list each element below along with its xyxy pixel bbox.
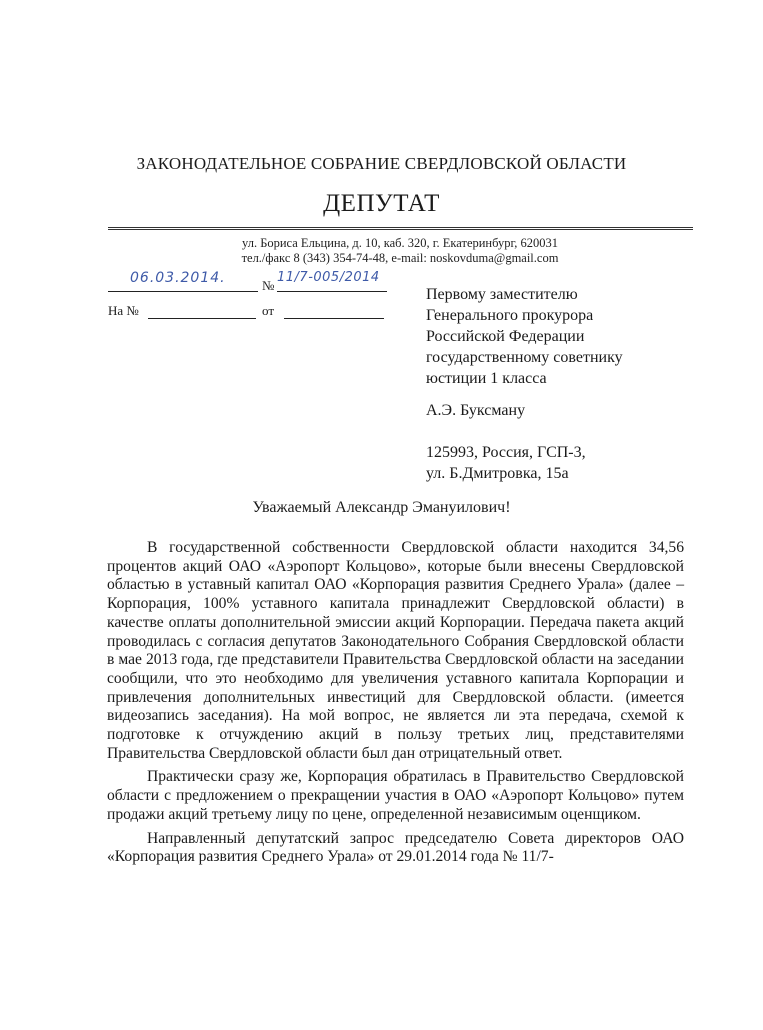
recipient-postal xyxy=(426,442,746,484)
header-rule-top xyxy=(108,227,693,228)
postal-line: 125993, Россия, ГСП-3, xyxy=(426,444,586,461)
body-paragraph: Направленный депутатский запрос председателю Совета директоров ОАО «Корпорация развития Среднего Урала» от 29.01.2014 года № 11/7- xyxy=(107,829,684,866)
contact-block xyxy=(210,236,590,266)
recipient-name: А.Э. Буксману xyxy=(426,402,526,419)
deputy-title: ДЕПУТАТ xyxy=(323,190,440,217)
organization-title: ЗАКОНОДАТЕЛЬНОЕ СОБРАНИЕ СВЕРДЛОВСКОЙ ОБЛАСТИ xyxy=(136,154,627,173)
address-line: ул. Бориса Ельцина, д. 10, каб. 320, г. Екатеринбург, 620031 xyxy=(242,236,558,250)
outgoing-number: 11/7-005/2014 xyxy=(277,270,380,285)
recipient-line: государственному советнику xyxy=(426,349,623,366)
salutation: Уважаемый Александр Эмануилович! xyxy=(252,499,511,516)
reference-date-line xyxy=(284,318,384,319)
header-rule-bottom xyxy=(108,229,693,230)
contact-line: тел./факс 8 (343) 354-74-48, e-mail: noskovduma@gmail.com xyxy=(241,251,559,265)
reference-number-line xyxy=(148,318,256,319)
recipient-line: Первому заместителю xyxy=(426,286,578,303)
letter-body xyxy=(107,539,684,872)
recipient-block xyxy=(426,284,746,484)
outgoing-date-line xyxy=(108,291,258,292)
recipient-line: Генерального прокурора xyxy=(426,307,594,324)
outgoing-number-label: № xyxy=(262,278,275,293)
recipient-line: юстиции 1 класса xyxy=(426,370,547,387)
body-paragraph: В государственной собственности Свердловской области находится 34,56 процентов акций ОАО «Аэропорт Кольцово», которые были внесены Свердловской областью в уставный капитал ОАО «Корпорация развития Среднего Урала» (далее – Корпорация, 100% уставного капитала принадлежит Свердловской области) в качестве оплаты дополнительной эмиссии акций Корпорации. Передача пакета акций проводилась с согласия депутатов Законодательного Собрания Свердловской области в мае 2013 года, где представители Правительства Свердловской области на заседании сообщили, что это необходимо для увеличения уставного капитала Корпорации и привлечения дополнительных инвестиций для Свердловской области. (имеется видеозапись заседания). На мой вопрос, не является ли эта передача, схемой к подготовке к отчуждению акций в пользу третьих лиц, представителями Правительства Свердловской области был дан отрицательный ответ. xyxy=(107,539,684,762)
postal-line: ул. Б.Дмитровка, 15а xyxy=(426,465,569,482)
outgoing-date: 06.03.2014. xyxy=(130,270,226,286)
reference-from-label: от xyxy=(262,303,275,318)
outgoing-number-line xyxy=(277,291,387,292)
body-paragraph: Практически сразу же, Корпорация обратилась в Правительство Свердловской области с предложением о прекращении участия в ОАО «Аэропорт Кольцово» путем продажи акций третьему лицу по цене, определенной независимым оценщиком. xyxy=(107,768,684,823)
reference-label: На № xyxy=(108,303,139,318)
recipient-line: Российской Федерации xyxy=(426,328,585,345)
